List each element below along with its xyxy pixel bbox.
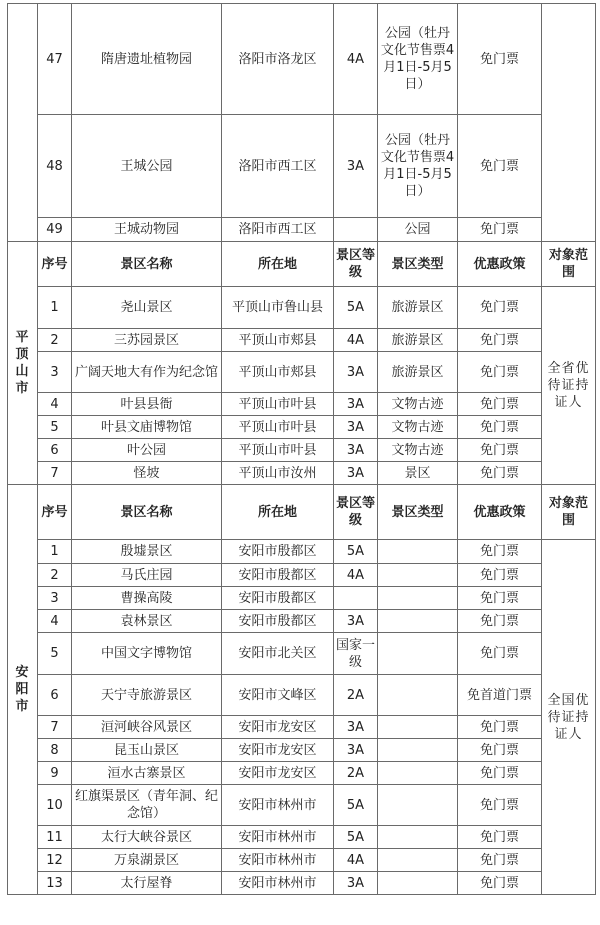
level-cell: 4A [334,4,378,115]
row-number: 12 [38,849,72,872]
column-header-number: 序号 [38,485,72,540]
row-number: 49 [38,218,72,242]
location-cell: 平顶山市叶县 [222,393,334,416]
column-header-target: 对象范围 [542,242,596,287]
column-header-type: 景区类型 [378,242,458,287]
header-row [8,242,596,287]
table-row [8,564,596,587]
table-row [8,540,596,564]
attraction-name: 三苏园景区 [72,329,222,352]
type-cell: 景区 [378,462,458,485]
attraction-name: 昆玉山景区 [72,739,222,762]
level-cell: 3A [334,352,378,393]
level-cell: 3A [334,115,378,218]
type-cell [378,540,458,564]
table-row [8,329,596,352]
type-cell [378,610,458,633]
attraction-table [7,3,596,895]
row-number: 4 [38,610,72,633]
header-row [8,485,596,540]
policy-cell: 免门票 [458,329,542,352]
table-row [8,287,596,329]
table-row [8,218,596,242]
attraction-name: 尧山景区 [72,287,222,329]
policy-cell: 免门票 [458,633,542,675]
table-row [8,633,596,675]
location-cell: 安阳市龙安区 [222,762,334,785]
level-cell: 2A [334,675,378,716]
attraction-name: 隋唐遗址植物园 [72,4,222,115]
table-row [8,826,596,849]
attraction-name: 天宁寺旅游景区 [72,675,222,716]
policy-cell: 免门票 [458,462,542,485]
row-number: 47 [38,4,72,115]
location-cell: 洛阳市西工区 [222,115,334,218]
policy-cell: 免门票 [458,439,542,462]
location-cell: 安阳市林州市 [222,785,334,826]
policy-cell: 免门票 [458,716,542,739]
policy-cell: 免门票 [458,540,542,564]
level-cell: 5A [334,785,378,826]
column-header-policy: 优惠政策 [458,485,542,540]
type-cell [378,564,458,587]
row-number: 1 [38,287,72,329]
type-cell: 公园（牡丹文化节售票4月1日-5月5日） [378,4,458,115]
row-number: 13 [38,872,72,895]
type-cell [378,785,458,826]
level-cell: 3A [334,462,378,485]
column-header-level: 景区等级 [334,242,378,287]
policy-cell: 免门票 [458,4,542,115]
policy-cell: 免门票 [458,564,542,587]
attraction-name: 太行大峡谷景区 [72,826,222,849]
table-row [8,762,596,785]
policy-cell: 免门票 [458,115,542,218]
type-cell: 旅游景区 [378,329,458,352]
attraction-name: 叶县文庙博物馆 [72,416,222,439]
attraction-name: 王城公园 [72,115,222,218]
attraction-name: 殷墟景区 [72,540,222,564]
row-number: 48 [38,115,72,218]
row-number: 3 [38,587,72,610]
row-number: 3 [38,352,72,393]
type-cell: 文物古迹 [378,393,458,416]
table-row [8,4,596,115]
level-cell: 5A [334,540,378,564]
level-cell: 3A [334,416,378,439]
attraction-name: 洹水古寨景区 [72,762,222,785]
type-cell [378,762,458,785]
row-number: 4 [38,393,72,416]
column-header-target: 对象范围 [542,485,596,540]
level-cell: 3A [334,393,378,416]
location-cell: 安阳市殷都区 [222,540,334,564]
row-number: 11 [38,826,72,849]
attraction-name: 马氏庄园 [72,564,222,587]
type-cell [378,716,458,739]
table-row [8,872,596,895]
attraction-name: 中国文字博物馆 [72,633,222,675]
row-number: 5 [38,416,72,439]
column-header-level: 景区等级 [334,485,378,540]
table-row [8,439,596,462]
attraction-name: 广阔天地大有作为纪念馆 [72,352,222,393]
table-row [8,716,596,739]
table-row [8,610,596,633]
location-cell: 平顶山市叶县 [222,416,334,439]
row-number: 8 [38,739,72,762]
region-name: 平顶山市 [8,242,38,485]
type-cell [378,675,458,716]
row-number: 6 [38,439,72,462]
location-cell: 安阳市林州市 [222,872,334,895]
level-cell: 3A [334,739,378,762]
policy-cell: 免门票 [458,849,542,872]
policy-cell: 免门票 [458,287,542,329]
table-body [8,4,596,895]
table-row [8,675,596,716]
type-cell: 文物古迹 [378,416,458,439]
column-header-policy: 优惠政策 [458,242,542,287]
type-cell: 旅游景区 [378,287,458,329]
type-cell [378,872,458,895]
level-cell: 3A [334,872,378,895]
attraction-name: 怪坡 [72,462,222,485]
policy-cell: 免门票 [458,218,542,242]
row-number: 7 [38,462,72,485]
policy-cell: 免门票 [458,762,542,785]
policy-cell: 免门票 [458,739,542,762]
row-number: 7 [38,716,72,739]
policy-cell: 免门票 [458,393,542,416]
policy-cell: 免门票 [458,587,542,610]
location-cell: 安阳市林州市 [222,849,334,872]
policy-cell: 免门票 [458,416,542,439]
location-cell: 安阳市龙安区 [222,716,334,739]
attraction-name: 袁林景区 [72,610,222,633]
policy-cell: 免首道门票 [458,675,542,716]
table-row [8,462,596,485]
level-cell: 4A [334,849,378,872]
attraction-name: 曹操高陵 [72,587,222,610]
attraction-name: 红旗渠景区（青年洞、纪念馆） [72,785,222,826]
column-header-location: 所在地 [222,485,334,540]
row-number: 2 [38,564,72,587]
policy-cell: 免门票 [458,872,542,895]
table-row [8,849,596,872]
type-cell: 旅游景区 [378,352,458,393]
type-cell [378,587,458,610]
row-number: 6 [38,675,72,716]
type-cell: 公园 [378,218,458,242]
target-group: 全省优待证持证人 [542,287,596,485]
type-cell [378,739,458,762]
column-header-number: 序号 [38,242,72,287]
table-row [8,352,596,393]
level-cell [334,587,378,610]
level-cell: 3A [334,716,378,739]
location-cell: 安阳市龙安区 [222,739,334,762]
column-header-name: 景区名称 [72,242,222,287]
type-cell: 公园（牡丹文化节售票4月1日-5月5日） [378,115,458,218]
level-cell: 3A [334,610,378,633]
level-cell: 5A [334,287,378,329]
row-number: 1 [38,540,72,564]
location-cell: 洛阳市洛龙区 [222,4,334,115]
column-header-name: 景区名称 [72,485,222,540]
type-cell: 文物古迹 [378,439,458,462]
row-number: 9 [38,762,72,785]
location-cell: 安阳市文峰区 [222,675,334,716]
row-number: 5 [38,633,72,675]
attraction-name: 叶县县衙 [72,393,222,416]
table-row [8,587,596,610]
level-cell: 国家一级 [334,633,378,675]
column-header-type: 景区类型 [378,485,458,540]
location-cell: 平顶山市郏县 [222,352,334,393]
type-cell [378,826,458,849]
type-cell [378,633,458,675]
target-cell-blank [542,4,596,242]
level-cell: 2A [334,762,378,785]
policy-cell: 免门票 [458,826,542,849]
attraction-name: 王城动物园 [72,218,222,242]
table-row [8,115,596,218]
region-cell-blank [8,4,38,242]
table-row [8,393,596,416]
attraction-name: 叶公园 [72,439,222,462]
target-group: 全国优待证持证人 [542,540,596,895]
table-row [8,785,596,826]
level-cell: 5A [334,826,378,849]
table-row [8,416,596,439]
region-name: 安阳市 [8,485,38,895]
location-cell: 安阳市殷都区 [222,587,334,610]
policy-cell: 免门票 [458,610,542,633]
column-header-location: 所在地 [222,242,334,287]
policy-cell: 免门票 [458,352,542,393]
location-cell: 安阳市殷都区 [222,564,334,587]
location-cell: 平顶山市郏县 [222,329,334,352]
location-cell: 洛阳市西工区 [222,218,334,242]
location-cell: 平顶山市鲁山县 [222,287,334,329]
attraction-name: 洹河峡谷风景区 [72,716,222,739]
table-row [8,739,596,762]
location-cell: 平顶山市汝州 [222,462,334,485]
location-cell: 安阳市北关区 [222,633,334,675]
type-cell [378,849,458,872]
level-cell [334,218,378,242]
location-cell: 平顶山市叶县 [222,439,334,462]
location-cell: 安阳市林州市 [222,826,334,849]
attraction-name: 太行屋脊 [72,872,222,895]
level-cell: 4A [334,329,378,352]
policy-cell: 免门票 [458,785,542,826]
location-cell: 安阳市殷都区 [222,610,334,633]
level-cell: 3A [334,439,378,462]
row-number: 10 [38,785,72,826]
attraction-name: 万泉湖景区 [72,849,222,872]
level-cell: 4A [334,564,378,587]
row-number: 2 [38,329,72,352]
